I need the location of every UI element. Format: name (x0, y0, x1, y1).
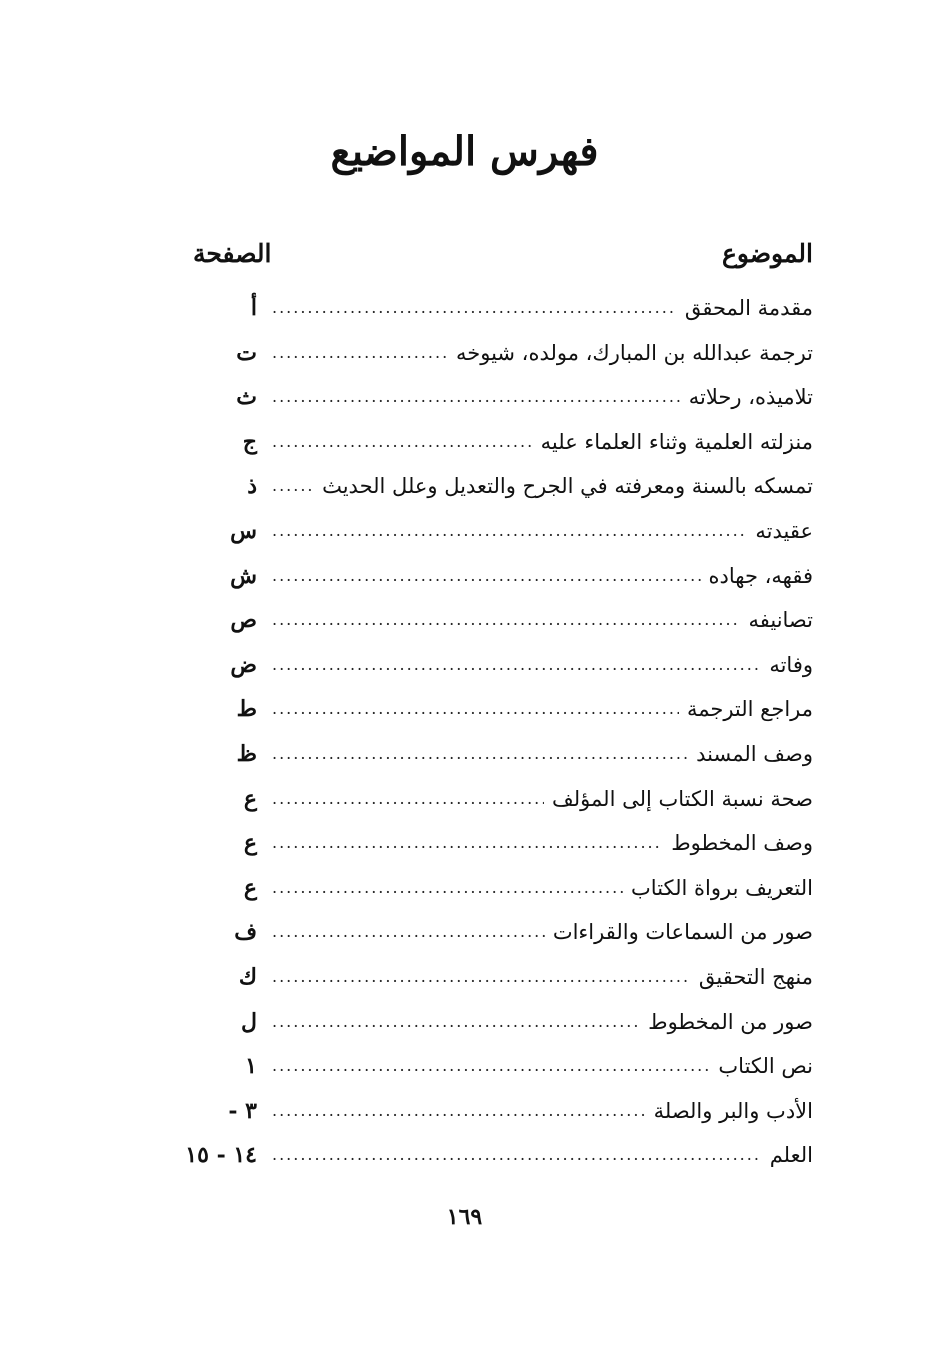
dot-leader (272, 1135, 813, 1175)
toc-entry-page: ع (243, 785, 257, 812)
toc-entry-title: مقدمة المحقق (677, 288, 813, 328)
toc-entry-title: تصانيفه (740, 600, 813, 640)
dot-leader (272, 600, 813, 640)
toc-entry-page: ل (241, 1008, 257, 1035)
toc-entry-page: ع (243, 874, 257, 901)
toc-entry (0, 333, 929, 378)
toc-entry-title: تمسكه بالسنة ومعرفته في الجرح والتعديل وعلل الحديث (314, 466, 813, 506)
toc-entry-page: ج (242, 428, 257, 455)
toc-entry-title: نص الكتاب (710, 1046, 813, 1086)
toc-entry-page: أ (250, 295, 257, 321)
toc-entry-title: التعريف برواة الكتاب (623, 868, 813, 908)
toc-entry-page: ش (230, 562, 257, 589)
toc-entry (0, 1046, 929, 1091)
toc-entry-page: ض (230, 651, 257, 678)
toc-entry (0, 556, 929, 601)
toc-entry (0, 868, 929, 913)
toc-entry-title: ترجمة عبدالله بن المبارك، مولده، شيوخه (448, 333, 813, 373)
toc-entry (0, 912, 929, 957)
toc-entry-page: ذ (247, 473, 257, 500)
toc-entry (0, 1135, 929, 1180)
toc-entry-title: تلاميذه، رحلاته (681, 377, 813, 417)
toc-entry-page: س (230, 517, 257, 544)
toc-entry (0, 1091, 929, 1136)
toc-entry (0, 645, 929, 690)
toc-entry-page: ث (236, 384, 257, 411)
toc-entry (0, 466, 929, 511)
toc-entry-title: مراجع الترجمة (679, 689, 813, 729)
toc-entry (0, 689, 929, 734)
toc-entry-title: فقهه، جهاده (701, 556, 813, 596)
toc-entry (0, 734, 929, 779)
toc-entry-title: صحة نسبة الكتاب إلى المؤلف (544, 779, 813, 819)
toc-entry-page: ١٤ - ١٥ (185, 1142, 257, 1169)
toc-entry (0, 377, 929, 422)
toc-entry-page: ع (243, 830, 257, 857)
topic-column-header: الموضوع (722, 239, 813, 268)
toc-entry-title: صور من المخطوط (640, 1002, 813, 1042)
toc-entry-page: ط (236, 696, 257, 723)
toc-entry-title: وصف المسند (688, 734, 813, 774)
page-column-header: الصفحة (193, 239, 272, 268)
toc-entry-title: صور من السماعات والقراءات (545, 912, 813, 952)
toc-entry (0, 511, 929, 556)
toc-entry-title: العلم (762, 1135, 813, 1175)
toc-entry-page: ١ (245, 1053, 257, 1080)
toc-entry-title: عقيدته (747, 511, 813, 551)
page-number: ١٦٩ (446, 1204, 483, 1230)
toc-entry (0, 823, 929, 868)
toc-entry (0, 779, 929, 824)
dot-leader (272, 511, 813, 551)
toc-list (0, 288, 929, 1180)
toc-entry-page: ص (230, 607, 257, 634)
toc-entry (0, 957, 929, 1002)
toc-entry-page: ٣ - (228, 1097, 257, 1124)
toc-entry-page: ظ (236, 740, 257, 767)
toc-entry-title: الأدب والبر والصلة (646, 1091, 813, 1131)
toc-entry-title: منهج التحقيق (691, 957, 813, 997)
page-title: فهرس المواضيع (330, 128, 599, 175)
toc-entry-page: ت (236, 339, 257, 366)
toc-entry-page: ف (234, 919, 257, 946)
toc-entry-title: منزلته العلمية وثناء العلماء عليه (533, 422, 813, 462)
toc-entry-title: وفاته (761, 645, 813, 685)
toc-entry (0, 600, 929, 645)
toc-entry (0, 1002, 929, 1047)
toc-entry (0, 422, 929, 467)
toc-entry (0, 288, 929, 333)
toc-entry-title: وصف المخطوط (663, 823, 813, 863)
dot-leader (272, 645, 813, 685)
toc-entry-page: ك (238, 963, 257, 990)
